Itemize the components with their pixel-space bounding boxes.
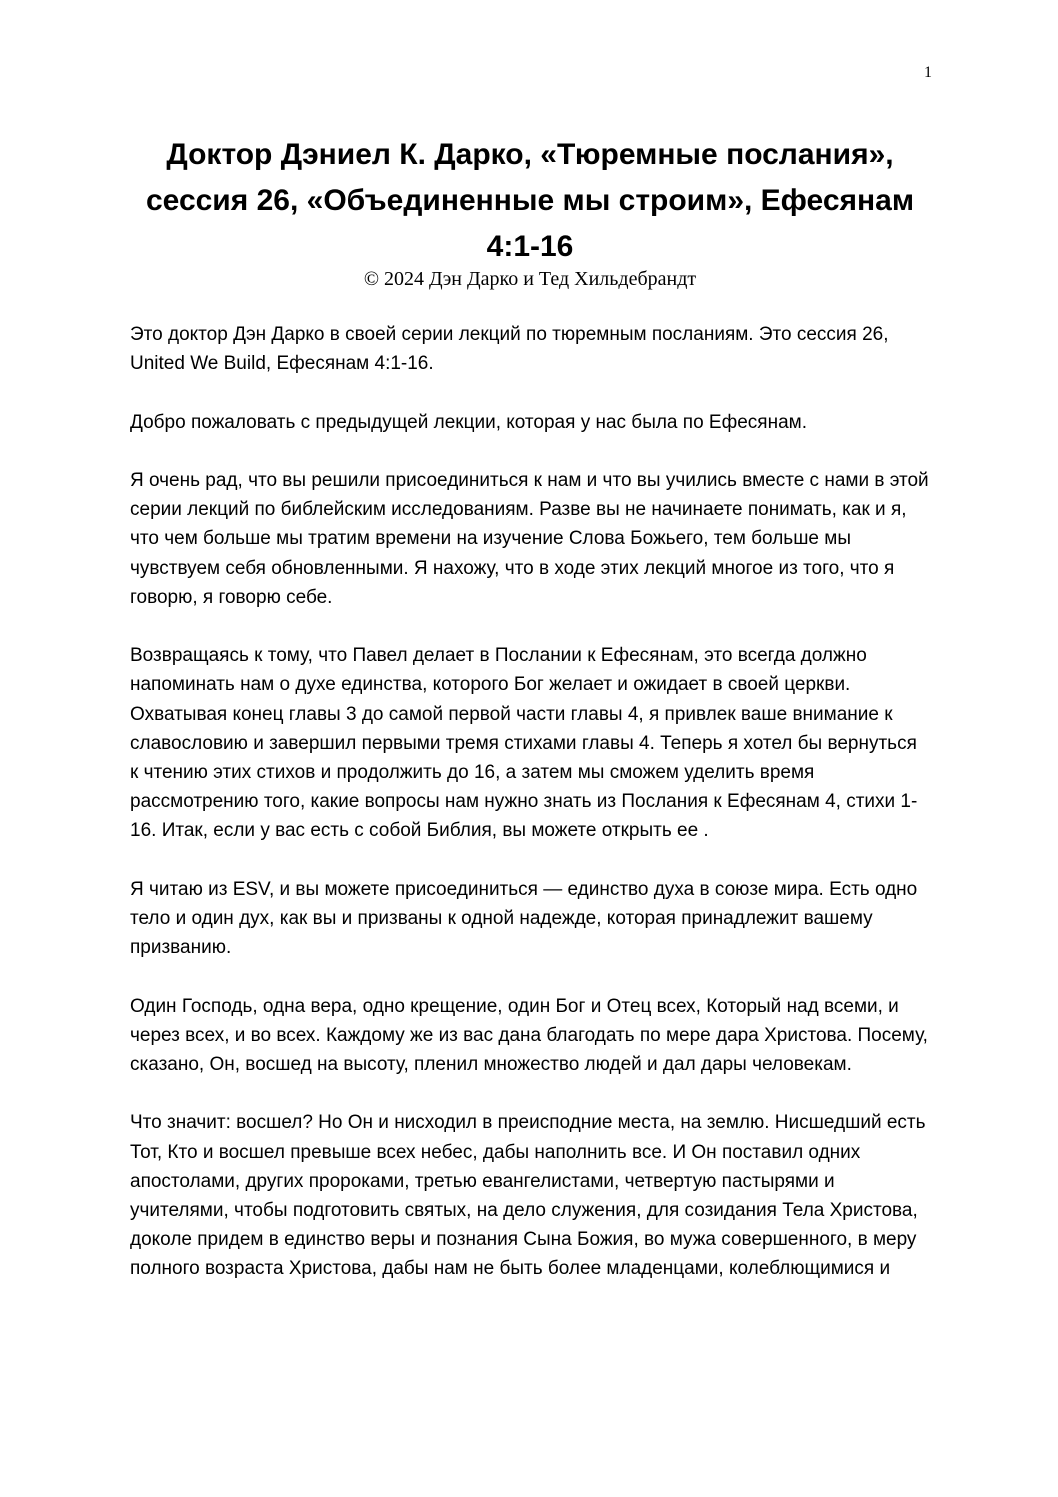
paragraph-ascended: Что значит: восшел? Но Он и нисходил в преисподние места, на землю. Нисшедший есть Тот, Кто и восшел превыше всех небес, дабы наполнить все. И Он поставил одних апостолами, других пророками, третью евангелистами, четвертую пастырями и учителями, чтобы подготовить святых, на дело служения, для созидания Тела Христова, доколе придем в единство веры и познания Сына Божия, во мужа совершенного, в меру полного возраста Христова, дабы нам не быть более младенцами, колеблющимися и — [130, 1112, 926, 1280]
copyright-line: © 2024 Дэн Дарко и Тед Хильдебрандт — [363, 268, 697, 290]
paragraph-returning: Возвращаясь к тому, что Павел делает в Послании к Ефесянам, это всегда должно напоминать нам о духе единства, которого Бог желает и ожидает в своей церкви. Охватывая конец главы 3 до самой первой части главы 4, я привлек ваше внимание к славословию и завершил первыми тремя стихами главы 4. Теперь я хотел бы вернуться к чтению этих стихов и продолжить до 16, а затем мы сможем уделить время рассмотрению того, какие вопросы нам нужно знать из Послания к Ефесянам 4, стихи 1-16. Итак, если у вас есть с собой Библия, вы можете открыть ее . — [130, 645, 918, 842]
paragraph-glad: Я очень рад, что вы решили присоединиться к нам и что вы учились вместе с нами в этой серии лекций по библейским исследованиям. Разве вы не начинаете понимать, как и я, что чем больше мы тратим времени на изучение Слова Божьего, тем больше мы чувствуем себя обновленными. Я нахожу, что в ходе этих лекций многое из того, что я говорю, я говорю себе. — [130, 469, 929, 608]
paragraph-esv-reading: Я читаю из ESV, и вы можете присоединиться — единство духа в союзе мира. Есть одно тело и один дух, как вы и призваны к одной надежде, которая принадлежит вашему призванию. — [130, 878, 918, 959]
paragraph-one-lord: Один Господь, одна вера, одно крещение, один Бог и Отец всех, Который над всеми, и через всех, и во всех. Каждому же из вас дана благодать по мере дара Христова. Посему, сказано, Он, восшед на высоту, пленил множество людей и дал дары человекам. — [130, 995, 928, 1075]
document-body — [130, 320, 930, 1313]
page-number: 1 — [924, 64, 932, 81]
document-title: Доктор Дэниел К. Дарко, «Тюремные послания», сессия 26, «Объединенные мы строим», Ефесянам 4:1-16 — [145, 138, 915, 263]
paragraph-intro: Это доктор Дэн Дарко в своей серии лекций по тюремным посланиям. Это сессия 26, United We Build, Ефесянам 4:1-16. — [130, 324, 889, 375]
paragraph-welcome: Добро пожаловать с предыдущей лекции, которая у нас была по Ефесянам. — [130, 411, 807, 433]
